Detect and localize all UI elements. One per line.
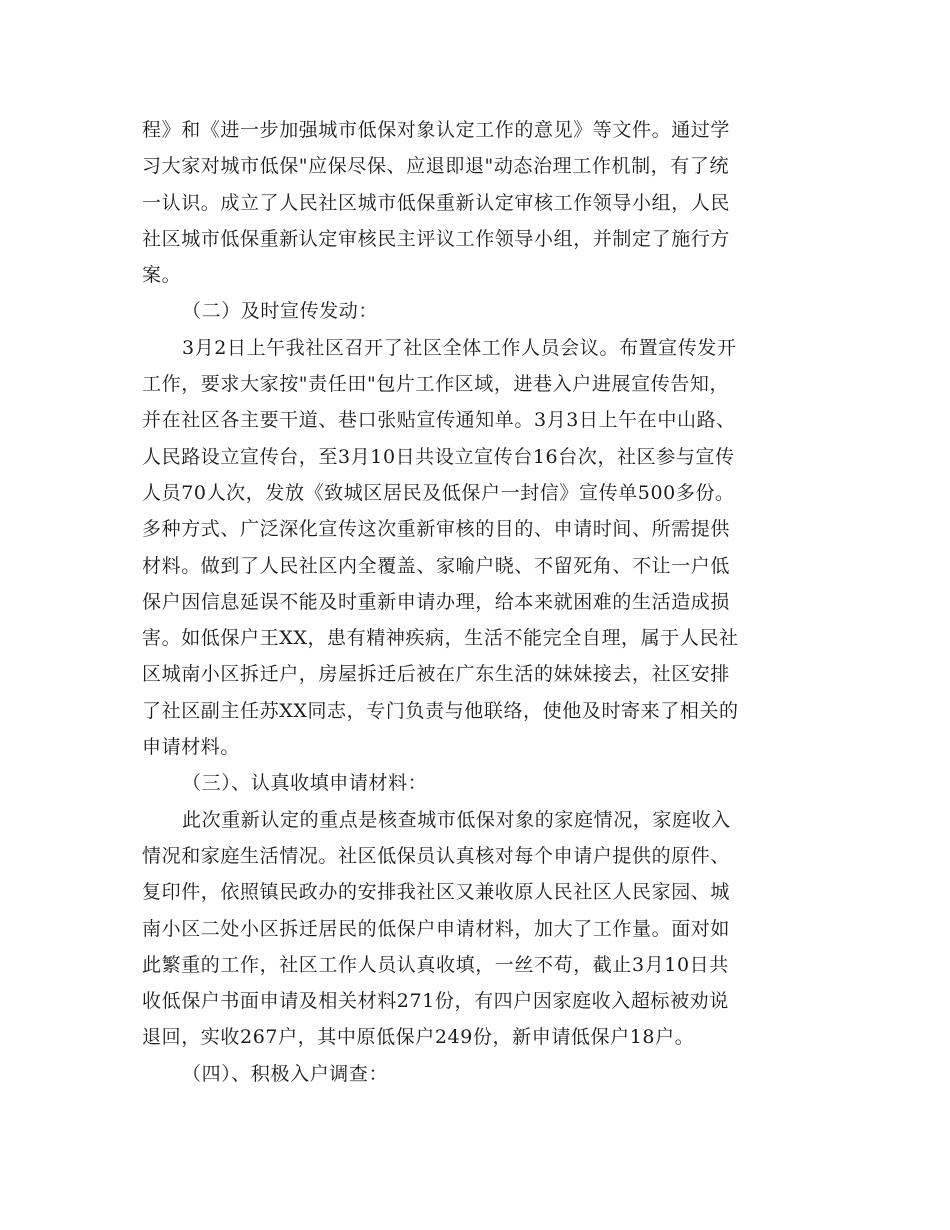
text-line: 并在社区各主要干道、巷口张贴宣传通知单。3月3日上午在中山路、 (142, 409, 736, 432)
text-line: 复印件，依照镇民政办的安排我社区又兼收原人民社区人民家园、城 (142, 881, 731, 904)
text-line: 工作，要求大家按"责任田"包片工作区域，进巷入户进展宣传告知， (142, 373, 730, 396)
text-line: 退回，实收267户，其中原低保户249份，新申请低保户18户。 (142, 1026, 695, 1049)
section-heading-4: （四）、积极入户调查： (182, 1062, 389, 1085)
text-line: 3月2日上午我社区召开了社区全体工作人员会议。布置宣传发开 (182, 336, 737, 359)
text-line: 南小区二处小区拆迁居民的低保户申请材料，加大了工作量。面对如 (142, 917, 731, 940)
text-line: 保户因信息延误不能及时重新申请办理，给本来就困难的生活造成损 (142, 590, 731, 613)
text-line: 情况和家庭生活情况。社区低保员认真核对每个申请户提供的原件、 (142, 844, 731, 867)
text-line: 人员70人次，发放《致城区居民及低保户一封信》宣传单500多份。 (142, 481, 735, 504)
text-line: 区城南小区拆迁户，房屋拆迁后被在广东生活的妹妹接去，社区安排 (142, 663, 731, 686)
section-heading-2: （二）及时宣传发动： (182, 300, 379, 323)
text-line: 申请材料。 (142, 736, 241, 759)
text-line: 多种方式、广泛深化宣传这次重新审核的目的、申请时间、所需提供 (142, 518, 731, 541)
text-line: 此次重新认定的重点是核查城市低保对象的家庭情况，家庭收入 (182, 808, 731, 831)
text-line: 人民路设立宣传台，至3月10日共设立宣传台16台次，社区参与宣传 (142, 445, 735, 468)
text-line: 习大家对城市低保"应保尽保、应退即退"动态治理工作机制，有了统 (142, 155, 730, 178)
text-line: 害。如低保户王XX，患有精神疾病，生活不能完全自理，属于人民社 (142, 627, 739, 650)
text-line: 此繁重的工作，社区工作人员认真收填，一丝不苟，截止3月10日共 (142, 953, 729, 976)
section-heading-3: （三）、认真收填申请材料： (182, 772, 428, 795)
text-line: 一认识。成立了人民社区城市低保重新认定审核工作领导小组，人民 (142, 191, 731, 214)
text-line: 了社区副主任苏XX同志，专门负责与他联络，使他及时寄来了相关的 (142, 699, 739, 722)
text-line: 收低保户书面申请及相关材料271份，有四户因家庭收入超标被劝说 (142, 990, 729, 1013)
text-line: 案。 (142, 264, 182, 287)
text-line: 社区城市低保重新认定审核民主评议工作领导小组，并制定了施行方 (142, 227, 731, 250)
document-body (142, 112, 812, 1092)
text-line: 材料。做到了人民社区内全覆盖、家喻户晓、不留死角、不让一户低 (142, 554, 731, 577)
text-line: 程》和《进一步加强城市低保对象认定工作的意见》等文件。通过学 (142, 119, 731, 141)
